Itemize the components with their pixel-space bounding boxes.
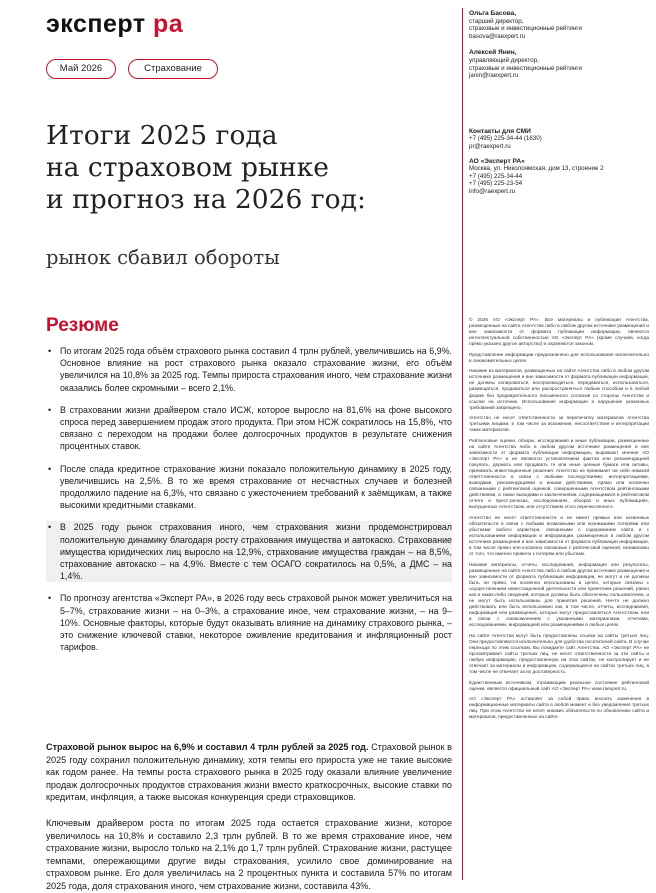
body-paragraph-1 — [46, 741, 452, 804]
analyst-contact — [469, 10, 649, 40]
legal-paragraph: © 2026 АО «Эксперт РА». Все материалы и публикации Агентства, размещенные на сайте Агентства либо в любом другом источнике размещения и вне зависимости от формата публикации информации, являются интеллектуальной собственностью АО «Эксперт РА» (кроме случаев, когда прямо указано другое авторство) и охраняются законом. — [469, 318, 649, 348]
company-email-link[interactable]: info@raexpert.ru — [469, 187, 516, 195]
summary-bullet — [46, 345, 452, 394]
company-address: Москва, ул. Николоямская, дом 13, строение 2 — [469, 165, 604, 173]
topic-tag[interactable]: Страхование — [128, 59, 218, 79]
page-subtitle: рынок сбавил обороты — [46, 246, 280, 269]
analyst-contact — [469, 49, 649, 79]
analyst-dept: страховые и инвестиционные рейтинги — [469, 64, 582, 72]
bullet-text: После спада кредитное страхование жизни показало положительную динамику в 2025 году, увеличившись на 2,5%. В то же время страхование от несчастных случаев и болезней продолжило падение на 6,3%, что связано с ужесточением требований к заёмщикам, а также высокими кредитными ставками. — [60, 463, 452, 511]
summary-bullets — [46, 345, 452, 663]
media-contacts-heading: Контакты для СМИ — [469, 127, 531, 135]
company-name: АО «Эксперт РА» — [469, 157, 525, 165]
contacts-panel — [469, 10, 649, 196]
analyst-name: Алексей Янин, — [469, 49, 517, 57]
title-line: и прогноз на 2026 год: — [46, 184, 366, 215]
date-tag: Май 2026 — [46, 59, 116, 79]
legal-paragraph: Агентство не несет ответственности за перепечатку материалов Агентства третьими лицами, в том числе за искажение, несоответствия и интерпретации таких материалов. — [469, 416, 649, 434]
logo-text: эксперт — [46, 10, 154, 38]
paragraph-text: Страховой рынок в 2025 году сохранил положительную динамику, хотя темпы его прироста уже не такие высокие как годом ранее. На темпы роста страхового рынка в 2025 году оказали влияние увеличение продаж долгосрочных продуктов страхования жизни вместо краткосрочных, высокие ставки по кредитам, инфляция, а также высокая конкуренция среди страховщиков. — [46, 742, 452, 803]
company-phone[interactable]: +7 (495) 225-34-44 — [469, 172, 523, 180]
company-phone[interactable]: +7 (495) 225-23-54 — [469, 180, 523, 188]
legal-paragraph: Никакие из материалов, размещенных на сайте Агентства либо в любом другом источнике размещения и вне зависимости от формата публикации информации, не должны копироваться, воспроизводиться, передаваться, использоваться, размещаться, продаваться или распространяться любым способом и в любой форме без предварительного письменного согласия со стороны Агентства и ссылки на источник. Использование информации в нарушение указанных требований запрещено. — [469, 369, 649, 411]
column-divider — [462, 8, 463, 880]
summary-bullet — [46, 404, 452, 453]
body-paragraph-2: Ключевым драйвером роста по итогам 2025 года остается страхование жизни, которое увеличилось на 10,8% и составило 2,3 трлн рублей. В то же время страхование иное, чем страхование жизни, выросло только на 2,1% до 1,7 трлн рублей. Страхование жизни, растущее темпами, опережающими другие виды страхования, усилило свое доминирование на страховом рынке. Его доля увеличилась на 2 процентных пункта и составила 57% по итогам 2025 года, доля страхования иного, чем страхование жизни, составила 43%. — [46, 818, 452, 891]
bullet-text: По прогнозу агентства «Эксперт РА», в 2026 году весь страховой рынок может увеличиться на 5–7%, страхование жизни – на 0–3%, а страхование иное, чем страхование жизни, – на 9–10%. Основные факторы, которые будут оказывать влияние на динамику страхового рынка, – это снижение ключевой ставки, некоторое оживление кредитования и инфляционный рост тарифов. — [60, 593, 452, 653]
expert-ra-logo[interactable] — [46, 10, 183, 39]
title-line: Итоги 2025 года — [46, 120, 278, 151]
analyst-dept: страховые и инвестиционные рейтинги — [469, 25, 582, 33]
legal-paragraph: Единственным источником, отражающим реальное состояние рейтинговой оценки, является официальный сайт АО «Эксперт РА» www.raexpert.ru. — [469, 680, 649, 692]
summary-bullet-highlighted — [46, 521, 452, 582]
page-title — [46, 120, 436, 216]
analyst-role: управляющий директор, — [469, 56, 539, 64]
legal-paragraph: На сайте Агентства могут быть предоставлены ссылки на сайты третьих лиц. Они предоставляются исключительно для удобства посетителей сайта. В случае перехода по этим ссылкам, Вы покидаете сайт Агентства. АО «Эксперт РА» не просматривает сайты третьих лиц, не несет ответственности за эти сайты и любую информацию, предоставленную на этих сайтах, не контролирует и не отвечает за материалы и информацию, содержащиеся на сайтах третьих лиц, в том числе не отвечает за их достоверность. — [469, 633, 649, 675]
section-heading-summary: Резюме — [46, 315, 119, 336]
analyst-email-link[interactable]: janin@raexpert.ru — [469, 72, 519, 80]
analyst-name: Ольга Басова, — [469, 10, 517, 17]
bullet-dot-icon: • — [48, 404, 52, 415]
summary-bullet — [46, 592, 452, 653]
legal-paragraph: Никакие материалы, отчеты, исследования, информация или результаты, размещенные на сайте Агентства либо в любом другом источнике размещения и вне зависимости от формата публикации информации, не могут и не должны быть ни прямо, ни косвенно использованы в целях, которые связаны с осуществлением инвестиционной деятельности или принятием решений, равно как и каких-либо сведений, которые должны быть обеспечены пользователем, и не могут быть использованы для принятия решений. Ничто не должно действовать или быть использовано как, в том числе, отчеты, исследования, информация или размещения, которые могут предоставляться Агентством, или в связи с ознакомлением с указанными материалами, отчетами, исследованиями, информацией или размещениями в любых целях. — [469, 562, 649, 629]
media-phone[interactable]: +7 (495) 225-34-44 (1630) — [469, 135, 542, 143]
logo-ra: ра — [153, 10, 184, 38]
legal-paragraph: Рейтинговые оценки, обзоры, исследования и иные публикации, размещенные на сайте Агентства либо в любом другом источнике размещения и вне зависимости от формата публикации информации, выражают мнение АО «Эксперт РА» и не являются установлением фактов или рекомендацией покупать, держать или продавать те или иные ценные бумаги или активы, принимать инвестиционные решения. Агентство не принимает на себя никакой ответственности в связи с любыми последствиями, интерпретациями, выводами, рекомендациями и иными действиями, прямо или косвенно связанными с рейтинговой оценкой, совершенными Агентством рейтинговыми действиями, а также выводами и заключениями, содержащимися в рейтинговом отчете и пресс-релизах, исследованиях, обзорах и иных публикациях, выпущенных Агентством, или отсутствием этого перечисленного. — [469, 438, 649, 511]
legal-paragraph: Представление информации предназначено для использования исключительно в ознакомительных целях. — [469, 352, 649, 364]
legal-disclaimer — [469, 318, 649, 726]
analyst-email-link[interactable]: basova@raexpert.ru — [469, 32, 526, 40]
paragraph-lead: Страховой рынок вырос на 6,9% и составил 4 трлн рублей за 2025 год. — [46, 742, 369, 752]
bullet-dot-icon: • — [48, 463, 52, 474]
bullet-text: В 2025 году рынок страхования иного, чем страхования жизни продемонстрировал положительную динамику благодаря росту страхования имущества и автокаско. Страхование имущества юридических лиц выросло на 12,9%, страхование имущества граждан – на 8,5%, страхование автокаско – на 4,9%. Вместе с тем ОСАГО сократилось на 0,5%, а ДМС – на 1,4%. — [60, 522, 452, 582]
media-email-link[interactable]: pr@raexpert.ru — [469, 142, 511, 150]
legal-paragraph: АО «Эксперт РА» оставляет за собой право вносить изменения в информационные материалы сайта в любой момент и без уведомления третьих лиц. При этом Агентство не несет никаких обязательств по обновлению сайта и материалов, предоставленных на сайте. — [469, 697, 649, 721]
bullet-dot-icon: • — [48, 522, 52, 533]
bullet-text: В страховании жизни драйвером стало ИСЖ, которое выросло на 81,6% на фоне высокого спроса перед завершением продаж этого продукта. При этом НСЖ сократилось на 15,8%, что связано с переходом на продажи более долгосрочных продуктов в результате снижения процентных ставок. — [60, 404, 452, 452]
summary-bullet — [46, 463, 452, 512]
bullet-dot-icon: • — [48, 593, 52, 604]
bullet-text: По итогам 2025 года объём страхового рынка составил 4 трлн рублей, увеличившись на 6,9%. Основное влияние на рост страхового рынка оказало страхование жизни, его объём увеличился на 10,8% за 2025 год. Темпы прироста страхования иного, чем страхование жизни оказались более скромными – всего 2,1%. — [60, 346, 452, 393]
bullet-dot-icon: • — [48, 346, 52, 356]
title-line: на страховом рынке — [46, 152, 329, 183]
legal-paragraph: Агентство не несет ответственности и не имеет прямых или косвенных обязательств в связи с любыми возможными или возникшими потерями или убытками любого характера, связанными с содержанием сайта и с использованием информации и информации, размещенных в любом другом источнике размещения и вне зависимости от формата публикации информации, в том числе прямо или косвенно связанных с рейтинговой оценкой, независимо от того, что именно привело к потерям или убыткам. — [469, 515, 649, 558]
analyst-role: старший директор, — [469, 17, 524, 25]
